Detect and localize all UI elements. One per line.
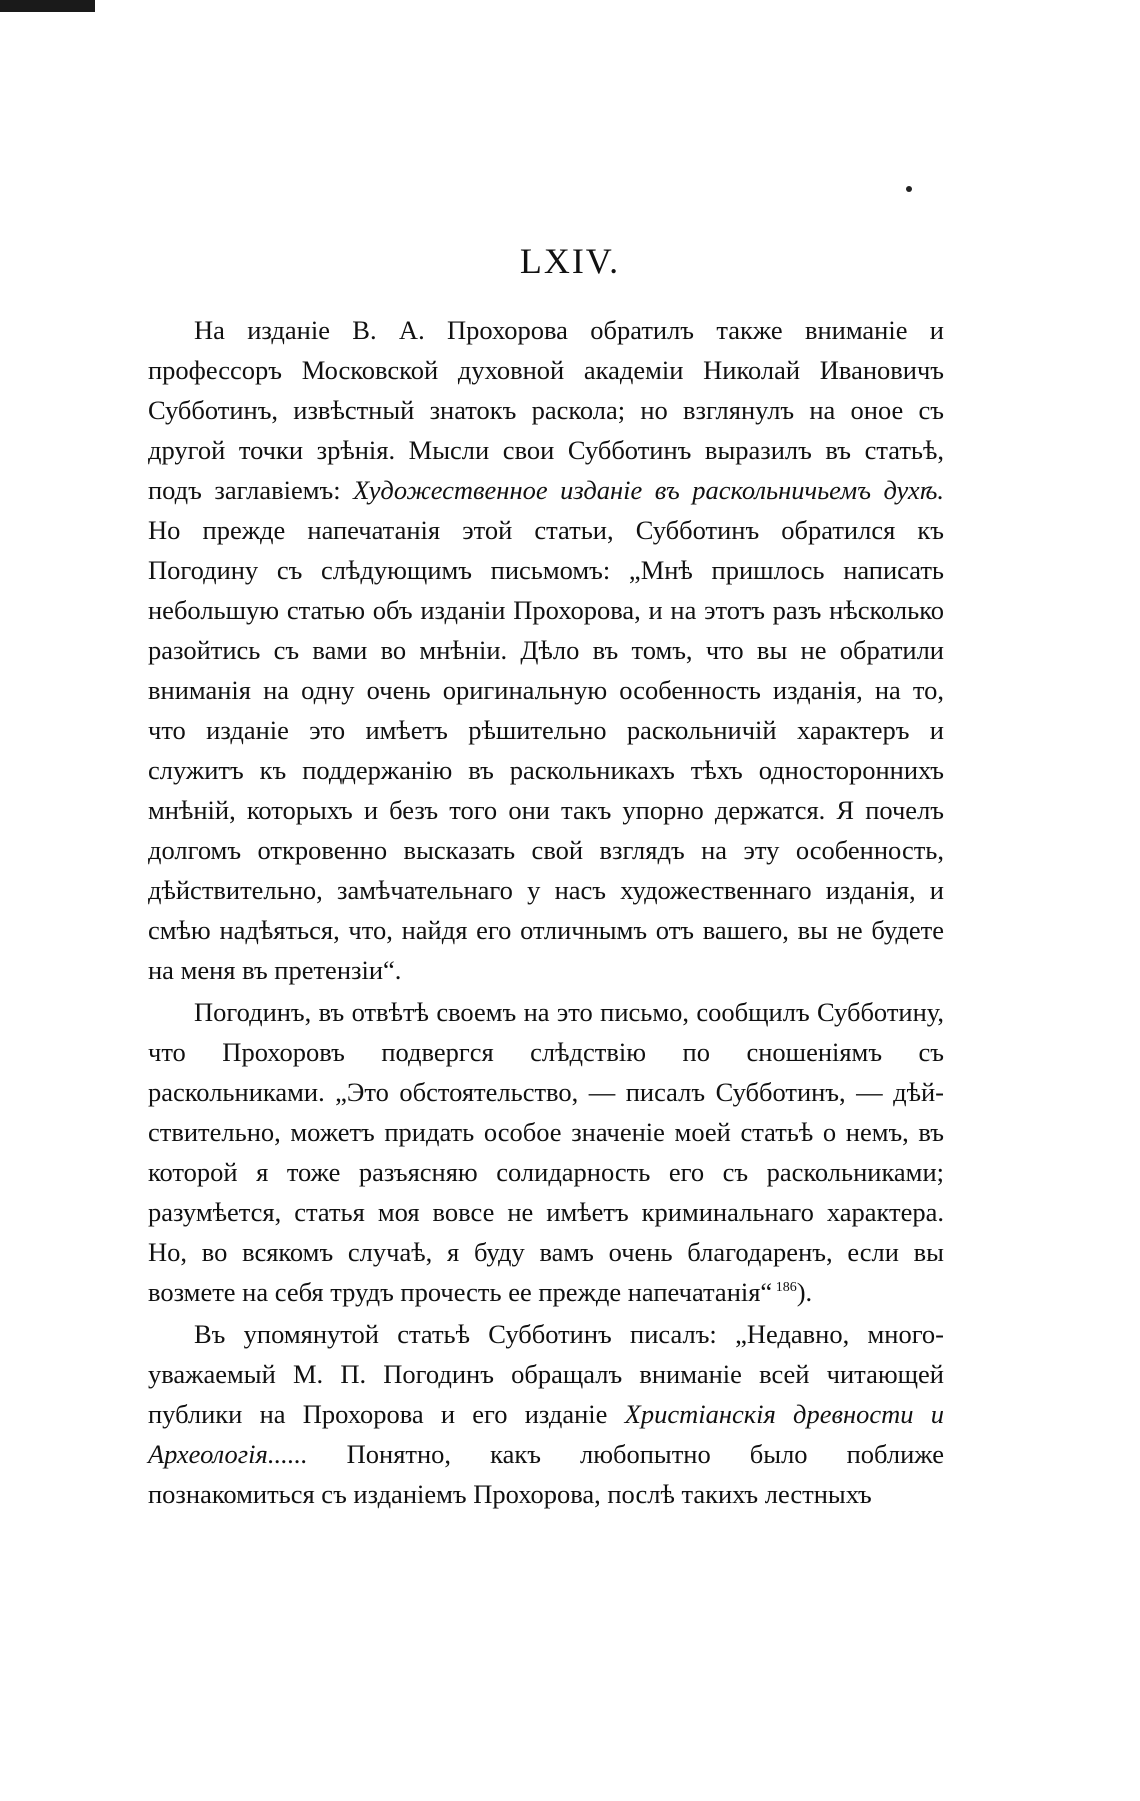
chapter-heading: LXIV. <box>519 241 621 281</box>
scan-speck <box>906 186 912 192</box>
paragraph-1-part-3: Но прежде напечатанія этой статьи, Субботинъ обратился къ Погодину съ слѣдующимъ письмомъ: „Мнѣ пришлось написать небольшую статью объ изданіи Прохорова, и на этотъ разъ нѣсколько разойтись съ вами во мнѣніи. Дѣло въ томъ, что вы не обратили вниманія на одну очень оригинальную особенность изданія, на то, что изданіе это имѣетъ рѣшительно раскольничій характеръ и служитъ къ поддержанію въ раскольникахъ тѣхъ одностороннихъ мнѣній, которыхъ и безъ того они такъ упорно держатся. Я почелъ долгомъ откровенно высказать свой взглядъ на эту особенность, дѣйствительно, замѣчательнаго у насъ художественнаго изданія, и смѣю надѣяться, что, найдя его отличнымъ отъ вашего, вы не будете на меня въ претензіи“. <box>148 515 944 985</box>
paragraph-2-part-1: Погодинъ, въ отвѣтѣ своемъ на это письмо, сообщилъ Субботину, что Прохоровъ подвергся слѣдствію по сношеніямъ съ раскольниками. „Это обстоятельство, — писалъ Субботинъ, — дѣйствительно, можетъ придать особое значеніе моей статьѣ о немъ, въ которой я тоже разъясняю солидарность его съ раскольниками; разумѣется, статья моя вовсе не имѣетъ криминальнаго характера. Но, во всякомъ случаѣ, я буду вамъ очень благодаренъ, если вы возмете на себя трудъ прочесть ее прежде напечатанія“ <box>148 997 944 1307</box>
paragraph-3 <box>148 1314 944 1514</box>
italic-title-1: Художественное изданіе въ раскольничьемъ духѣ. <box>353 475 944 505</box>
scan-edge-mark <box>0 0 95 12</box>
paragraph-3-part-3: Понятно, какъ любопытно было поближе познакомиться съ изданіемъ Прохорова, послѣ такихъ лестныхъ <box>148 1439 944 1509</box>
paragraph-3-part-1: Въ упомянутой статьѣ Субботинъ писалъ: „Недавно, многоуважаемый М. П. Погодинъ обращалъ вниманіе всей читающей публики на Прохорова и его изданіе <box>148 1319 944 1429</box>
italic-title-2: Христіанскія древности и Археологія...... <box>148 1399 944 1469</box>
paragraph-2-part-3: ). <box>796 1277 813 1307</box>
body-text <box>148 310 944 1516</box>
paragraph-1-part-1: На изданіе В. А. Прохорова обратилъ также вниманіе и профессоръ Московской духовной академіи Николай Ивановичъ Субботинъ, извѣстный знатокъ раскола; но взглянулъ на оное съ другой точки зрѣнія. Мысли свои Субботинъ выразилъ въ статьѣ, подъ заглавіемъ: <box>148 315 944 505</box>
footnote-reference: 186 <box>772 1280 797 1296</box>
paragraph-2 <box>148 992 944 1312</box>
paragraph-1 <box>148 310 944 990</box>
